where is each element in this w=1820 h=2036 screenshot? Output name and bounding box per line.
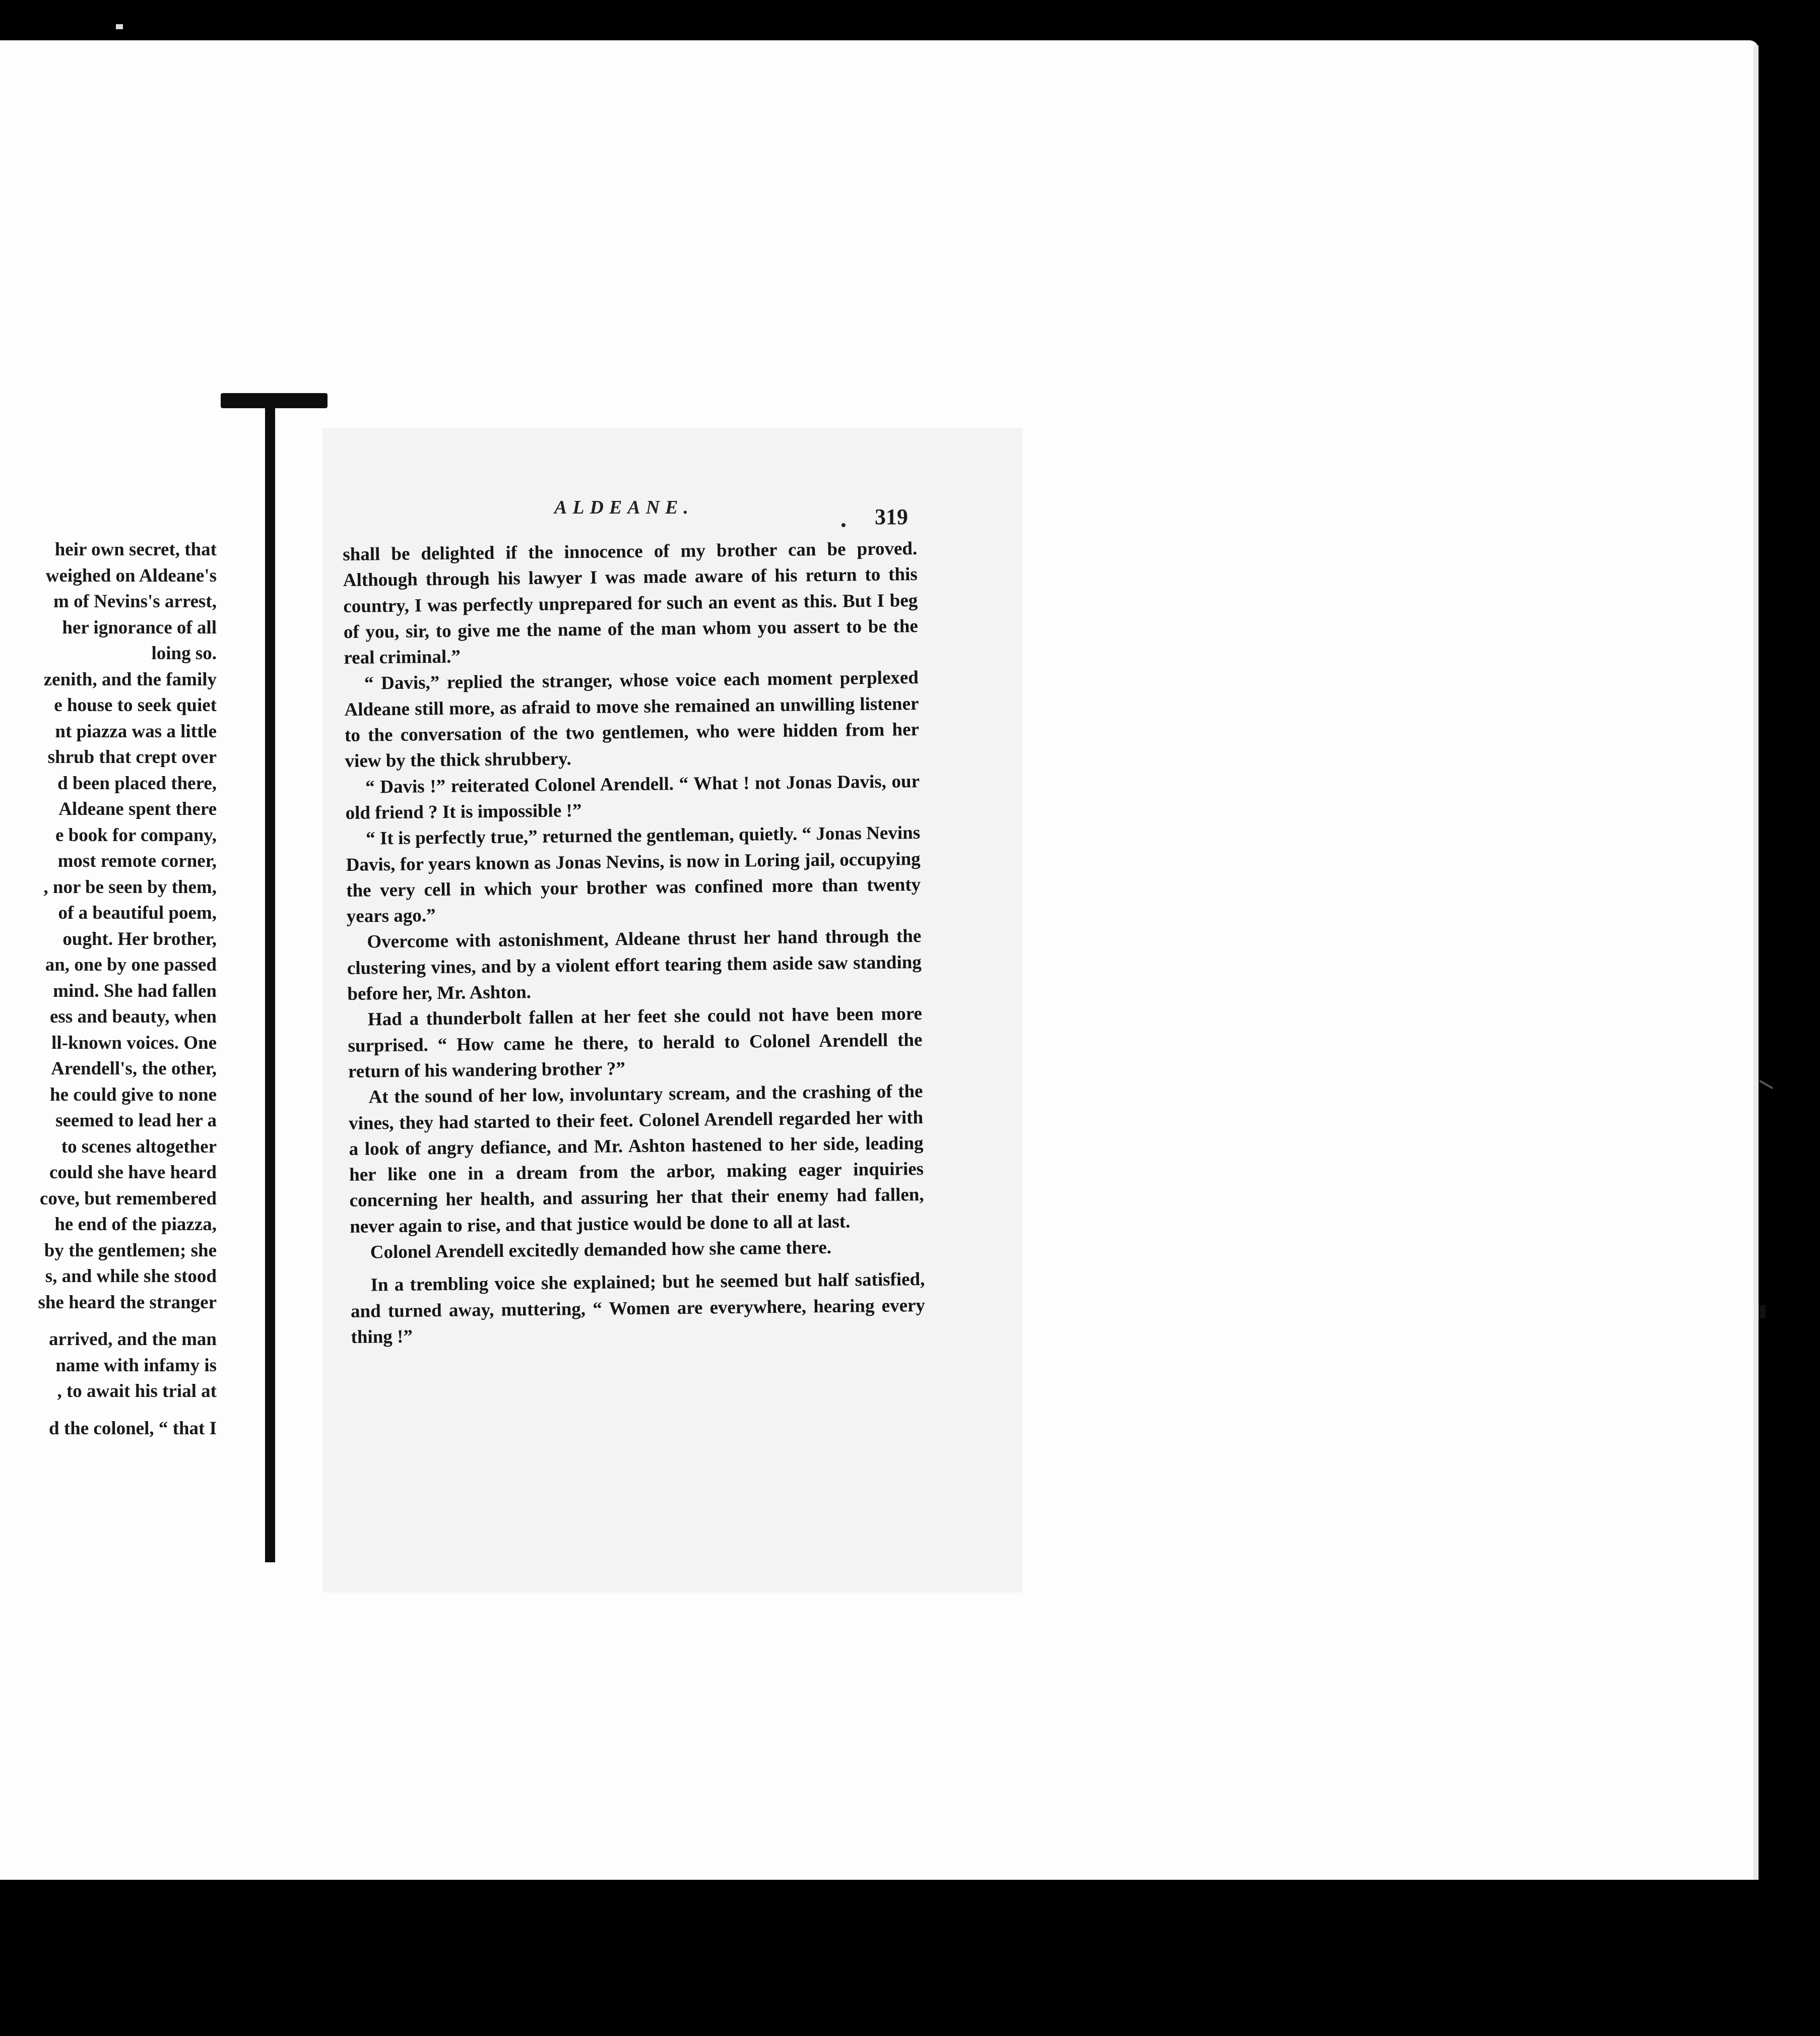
left-page-line: shrub that crept over — [47, 747, 217, 768]
left-page-line: e book for company, — [55, 824, 217, 846]
scan-mark — [1759, 1080, 1773, 1089]
left-page-line: nt piazza was a little — [55, 721, 217, 742]
print-speck — [841, 523, 846, 527]
left-page-line: Arendell's, the other, — [51, 1058, 217, 1079]
left-page-line: of a beautiful poem, — [58, 903, 217, 923]
paragraph: Colonel Arendell excitedly demanded how she came there. — [370, 1237, 832, 1263]
left-page-line: name with infamy is — [55, 1355, 217, 1376]
left-page-line: most remote corner, — [57, 851, 217, 871]
left-page-line: he could give to none — [50, 1084, 217, 1105]
left-page-line: d the colonel, “ that I — [49, 1418, 217, 1439]
left-page-line: zenith, and the family — [43, 669, 217, 690]
paragraph: Overcome with astonishment, Aldeane thrust her hand through the clustering vines, and by a violent effort tearing them aside saw standing before her, Mr. Ashton. — [347, 926, 922, 1004]
paragraph: Had a thunderbolt fallen at her feet she could not have been more surprised. “ How came he there, to herald to Colonel Arendell the return of his wandering brother ?” — [348, 1003, 923, 1082]
left-page-line: s, and while she stood — [45, 1266, 217, 1287]
left-page-fragment — [0, 537, 217, 1441]
left-page-line: , nor be seen by them, — [43, 876, 217, 898]
left-page-line: could she have heard — [49, 1162, 217, 1183]
left-page-line: an, one by one passed — [45, 955, 217, 975]
scan-speck — [116, 24, 123, 29]
left-page-line: loing so. — [151, 643, 217, 664]
left-page-line: Aldeane spent there — [58, 799, 217, 819]
binding-bar — [265, 403, 275, 1562]
paragraph: shall be delighted if the innocence of my brother can be proved. Although through his lawyer I was made aware of his return to this country, I was perfectly unprepared for such an event as this. But I beg of you, sir, to give me the name of the man whom you assert to be the real criminal.” — [343, 538, 919, 669]
left-page-line: heir own secret, that — [54, 539, 217, 560]
left-page-line: by the gentlemen; she — [44, 1240, 217, 1261]
paragraph: In a trembling voice she explained; but he seemed but half satisfied, and turned away, muttering, “ Women are everywhere, hearing every thing !” — [350, 1269, 926, 1348]
scan-mark — [1759, 1305, 1766, 1318]
paragraph: “ It is perfectly true,” returned the gentleman, quietly. “ Jonas Nevins Davis, for years known as Jonas Nevins, is now in Loring jail, occupying the very cell in which your brother was confined more than twenty years ago.” — [346, 822, 921, 927]
left-page-line: ought. Her brother, — [62, 928, 217, 949]
page-number: 319 — [875, 504, 908, 529]
sheet-edge — [1753, 45, 1759, 1880]
paragraph: “ Davis !” reiterated Colonel Arendell. “ What ! not Jonas Davis, our old friend ? It is impossible !” — [345, 771, 920, 823]
left-page-line: cove, but remembered — [39, 1188, 217, 1209]
left-page-line: to scenes altogether — [61, 1136, 217, 1157]
page-body-text — [343, 536, 926, 1350]
left-page-line: ll-known voices. One — [51, 1032, 217, 1053]
left-page-line: m of Nevins's arrest, — [53, 591, 217, 612]
left-page-line: he end of the piazza, — [54, 1214, 217, 1235]
paragraph: “ Davis,” replied the stranger, whose voice each moment perplexed Aldeane still more, as afraid to move she remained an unwilling listener to the conversation of the two gentlemen, who were hidden from her view by the thick shrubbery. — [344, 667, 920, 772]
running-head: ALDEANE. — [554, 497, 694, 518]
left-page-line: weighed on Aldeane's — [45, 565, 217, 586]
left-page-line: d been placed there, — [57, 773, 217, 794]
left-page-line: , to await his trial at — [57, 1381, 217, 1402]
left-page-line: ess and beauty, when — [49, 1006, 217, 1027]
left-page-line: she heard the stranger — [38, 1292, 217, 1313]
left-page-line: seemed to lead her a — [55, 1110, 217, 1131]
left-page-line: e house to seek quiet — [54, 695, 217, 716]
left-page-line: mind. She had fallen — [53, 980, 217, 1001]
paragraph: At the sound of her low, involuntary scream, and the crashing of the vines, they had started to their feet. Colonel Arendell regarded her with a look of angry defiance, and Mr. Ashton hastened to her side, leading her like one in a dream from the arbor, making eager inquiries concerning her health, and assuring her that their enemy had fallen, never again to rise, and that justice would be done to all at last. — [348, 1081, 924, 1237]
left-page-line: her ignorance of all — [62, 617, 217, 638]
left-page-line: arrived, and the man — [49, 1329, 217, 1350]
